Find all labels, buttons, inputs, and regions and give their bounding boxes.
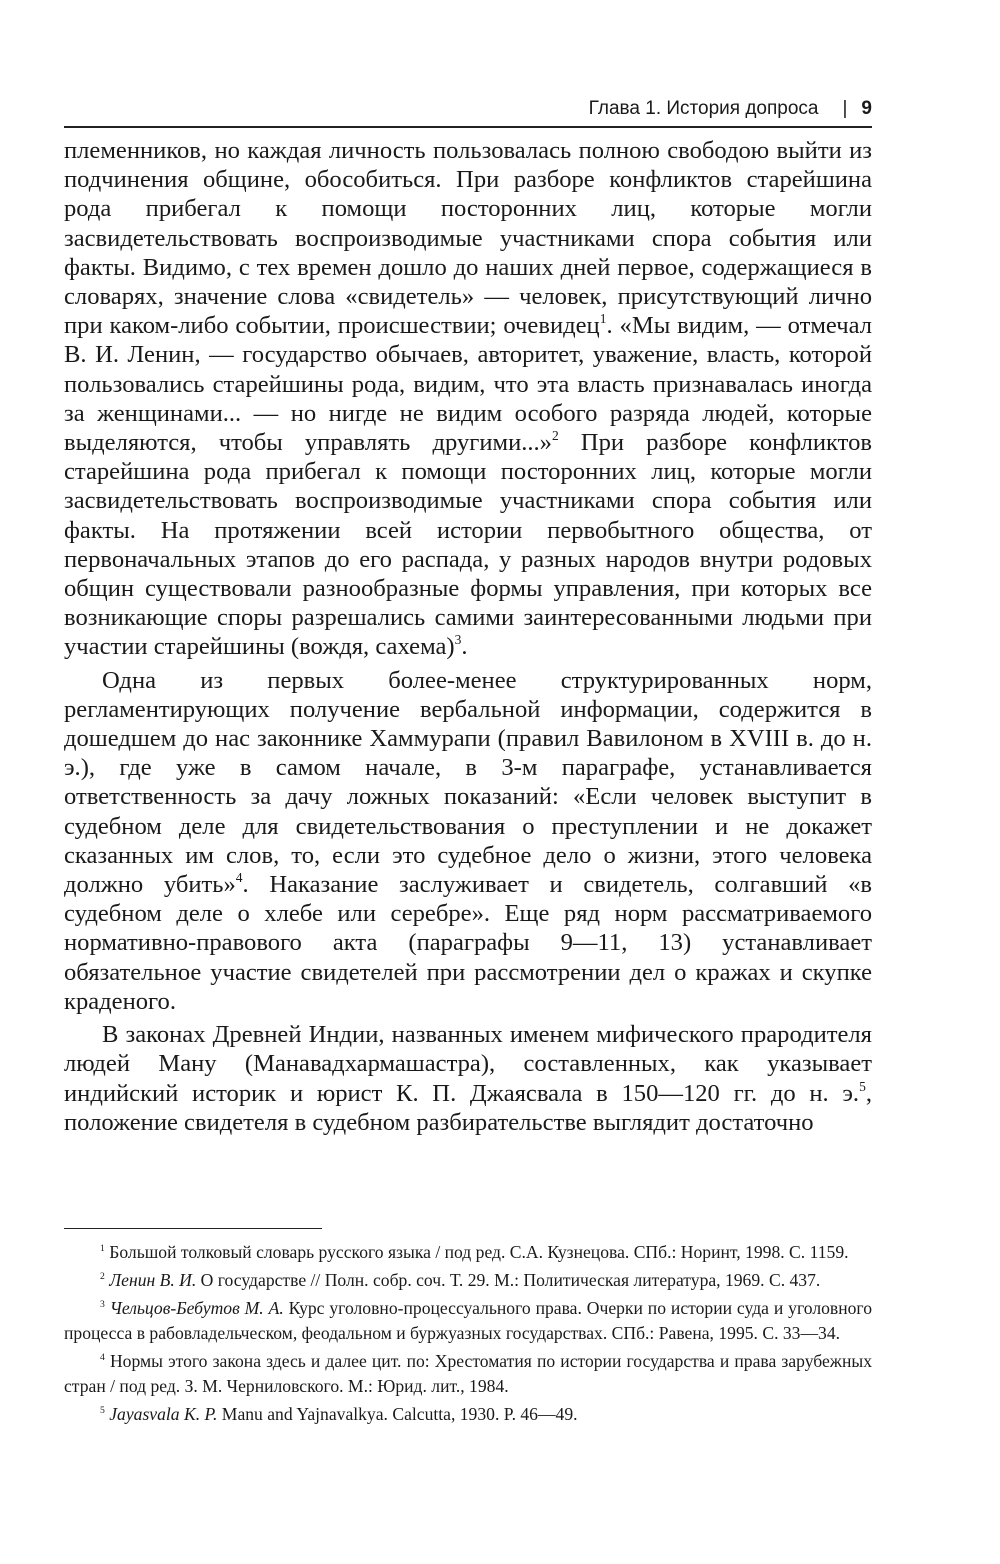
main-text — [64, 136, 872, 1137]
footnote-ref-2[interactable]: 2 — [551, 427, 559, 443]
footnote-ref-4[interactable]: 4 — [235, 869, 243, 885]
text-run: . — [461, 633, 468, 661]
text-run: При разборе конфликтов старейшина рода прибегал к помощи посторонних лиц, которые могли засвидетельствовать воспроизводимые участниками спора события или факты. На протяжении всей истории первобытного общества, от первоначальных этапов до его распада, у разных народов внутри родовых общин существовали разнообразные формы управления, при которых все возникающие споры разрешались самими заинтересованными людьми при участии старейшины (вождя, сахема) — [64, 429, 872, 661]
footnote-text: О государстве // Полн. собр. соч. Т. 29. М.: Политическая литература, 1969. С. 437. — [196, 1270, 821, 1290]
chapter-title: Глава 1. История допроса — [588, 98, 819, 119]
text-run: Одна из первых более-менее структурированных норм, регламентирующих получение вербальной информации, содержится в дошедшем до нас законнике Хаммурапи (правил Вавилоном в XVIII в. до н. э.), где уже в самом начале, в 3-м параграфе, устанавливается ответственность за дачу ложных показаний: «Если человек выступит в судебном деле для свидетельствования о преступлении и не докажет сказанных им слов, то, если это судебное дело о жизни, этого человека должно убить» — [64, 666, 872, 899]
text-run: . «Мы видим, — отмечал В. И. Ленин, — государство обычаев, авторитет, уважение, власть, которой пользовались старейшины рода, видим, что эта власть признавалась иногда за женщинами... — но нигде не видим особого разряда людей, которые выделяются, чтобы управлять другими...» — [64, 312, 872, 457]
running-header — [64, 88, 872, 128]
text-run: племенников, но каждая личность пользовалась полною свободою выйти из подчинения общине, обособиться. При разборе конфликтов старейшина рода прибегал к помощи посторонних лиц, которые могли засвидетельствовать воспроизводимые участниками спора события или факты. Видимо, с тех времен дошло до наших дней первое, содержащиеся в словарях, значение слова «свидетель» — человек, присутствующий лично при каком-либо событии, происшествии; очевидец — [64, 137, 872, 340]
footnote-text: Нормы этого закона здесь и далее цит. по: Хрестоматия по истории государства и права зарубежных стран / под ред. З. М. Черниловского. М.: Юрид. лит., 1984. — [64, 1351, 872, 1396]
footnote-author: Чельцов-Бебутов М. А. — [109, 1298, 284, 1318]
footnote-ref-5[interactable]: 5 — [859, 1078, 866, 1094]
footnote-number: 5 — [100, 1404, 105, 1416]
footnote-number: 1 — [100, 1242, 105, 1254]
footnote-3 — [64, 1296, 872, 1346]
footnote-number: 4 — [100, 1351, 105, 1363]
footnote-ref-3[interactable]: 3 — [454, 632, 462, 648]
footnote-divider — [64, 1228, 322, 1229]
text-run: В законах Древней Индии, названных именем мифического прародителя людей Ману (Манавадхармашастра), составленных, как указывает индийский историк и юрист К. П. Джаясвала в 150—120 гг. до н. э. — [64, 1021, 872, 1107]
page-number: 9 — [861, 98, 872, 119]
footnote-4 — [64, 1349, 872, 1399]
footnote-ref-1[interactable]: 1 — [599, 311, 607, 327]
paragraph-1 — [64, 136, 872, 662]
footnote-text: Manu and Yajnavalkya. Calcutta, 1930. P. 46—49. — [217, 1404, 578, 1424]
footnote-text: Курс уголовно-процессуального права. Очерки по истории суда и уголовного процесса в рабовладельческом, феодальном и буржуазных государствах. СПб.: Равена, 1995. С. 33—34. — [64, 1298, 872, 1343]
paragraph-3 — [64, 1020, 872, 1137]
paragraph-2 — [64, 666, 872, 1016]
text-run: , положение свидетеля в судебном разбирательстве выглядит достаточно — [64, 1079, 872, 1136]
footnote-author: Ленин В. И. — [109, 1270, 197, 1290]
footnote-text: Большой толковый словарь русского языка / под ред. С.А. Кузнецова. СПб.: Норинт, 1998. С. 1159. — [109, 1242, 849, 1262]
footnote-1 — [64, 1240, 872, 1265]
footnotes — [64, 1240, 872, 1430]
footnote-number: 2 — [100, 1270, 105, 1282]
footnote-2 — [64, 1268, 872, 1293]
footnote-number: 3 — [100, 1298, 105, 1310]
footnote-author: Jayasvala K. P. — [109, 1404, 218, 1424]
text-run: . Наказание заслуживает и свидетель, солгавший «в судебном деле о хлебе или серебре». Еще ряд норм рассматриваемого нормативно-правового акта (параграфы 9—11, 13) устанавливает обязательное участие свидетелей при рассмотрении дел о кражах и скупке краденого. — [64, 871, 873, 1015]
footnote-5 — [64, 1402, 872, 1427]
header-separator: | — [842, 98, 848, 119]
